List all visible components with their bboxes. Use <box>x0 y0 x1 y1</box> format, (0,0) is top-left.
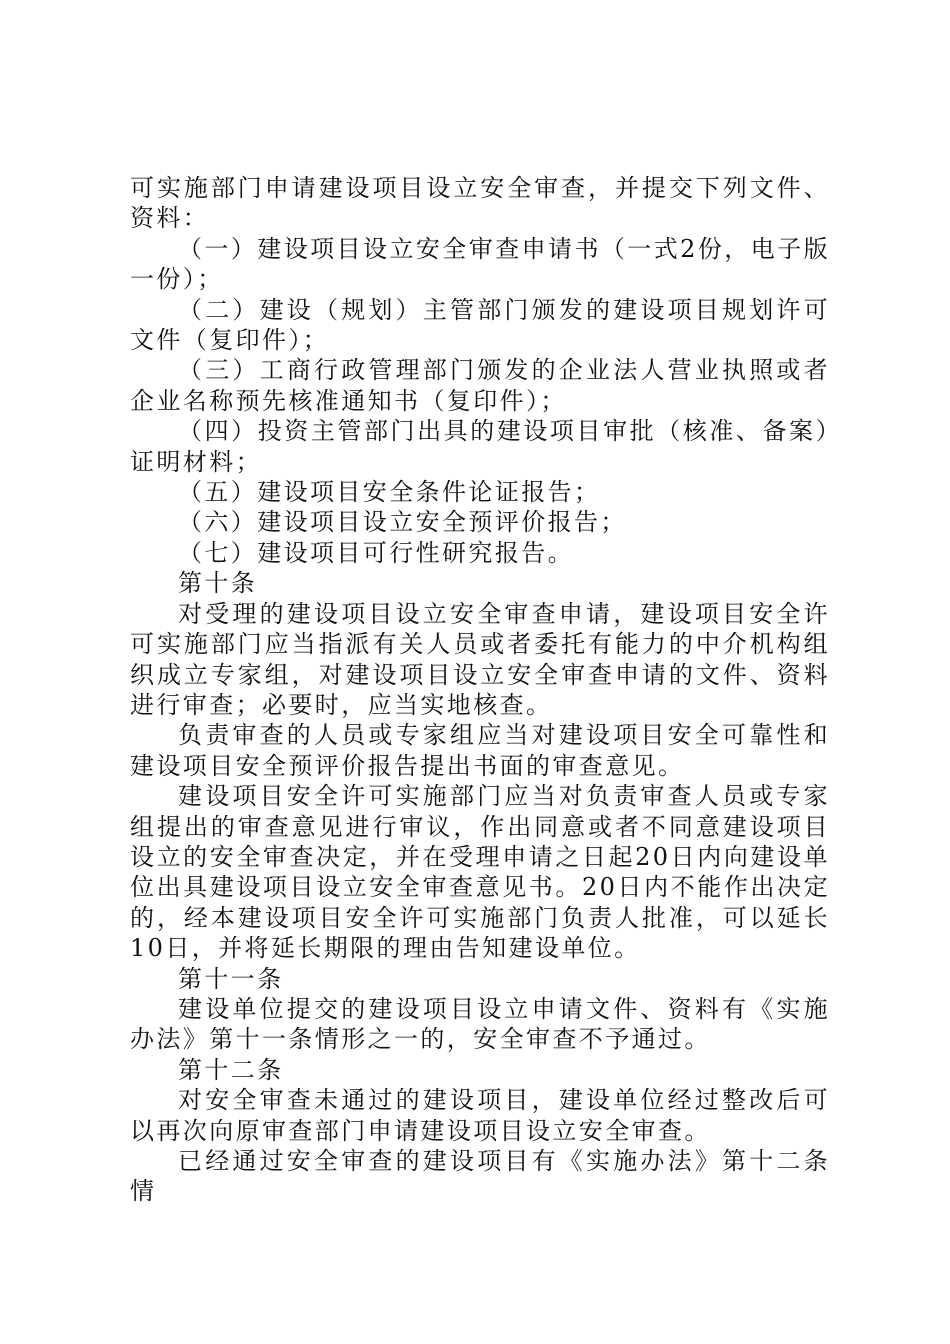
article-heading-11: 第十一条 <box>178 964 284 993</box>
paragraph-article-10-1: 对受理的建设项目设立安全审查申请，建设项目安全许可实施部门应当指派有关人员或者委托有能力的中介机构组织成立专家组，对建设项目设立安全审查申请的文件、资料进行审查；必要时，应当实地核查。 <box>130 599 830 719</box>
paragraph-article-10-2: 负责审查的人员或专家组应当对建设项目安全可靠性和建设项目安全预评价报告提出书面的审查意见。 <box>130 721 830 780</box>
article-heading-12: 第十二条 <box>178 1055 284 1084</box>
paragraph-article-12-2: 已经通过安全审查的建设项目有《实施办法》第十二条情 <box>130 1147 830 1206</box>
document-body <box>130 173 830 1207</box>
list-item-2: （二）建设（规划）主管部门颁发的建设项目规划许可文件（复印件）； <box>130 295 830 355</box>
paragraph-article-10-3: 建设项目安全许可实施部门应当对负责审查人员或专家组提出的审查意见进行审议，作出同意或者不同意建设项目设立的安全审查决定，并在受理申请之日起20日内向建设单位出具建设项目设立安全审查意见书。20日内不能作出决定的，经本建设项目安全许可实施部门负责人批准，可以延长10日，并将延长期限的理由告知建设单位。 <box>130 782 830 963</box>
list-item-7: （七）建设项目可行性研究报告。 <box>178 538 574 567</box>
paragraph-article-11: 建设单位提交的建设项目设立申请文件、资料有《实施办法》第十一条情形之一的，安全审查不予通过。 <box>130 994 830 1054</box>
list-item-5: （五）建设项目安全条件论证报告； <box>178 478 601 507</box>
paragraph-intro: 可实施部门申请建设项目设立安全审查，并提交下列文件、资料： <box>130 174 830 233</box>
list-item-1: （一）建设项目设立安全审查申请书（一式2份，电子版一份）； <box>130 234 830 294</box>
list-item-3: （三）工商行政管理部门颁发的企业法人营业执照或者企业名称预先核准通知书（复印件）； <box>130 356 830 415</box>
list-item-6: （六）建设项目设立安全预评价报告； <box>178 508 627 537</box>
article-heading-10: 第十条 <box>178 569 258 598</box>
list-item-4: （四）投资主管部门出具的建设项目审批（核准、备案）证明材料； <box>130 417 830 476</box>
paragraph-article-12-1: 对安全审查未通过的建设项目，建设单位经过整改后可以再次向原审查部门申请建设项目设立安全审查。 <box>130 1086 830 1145</box>
